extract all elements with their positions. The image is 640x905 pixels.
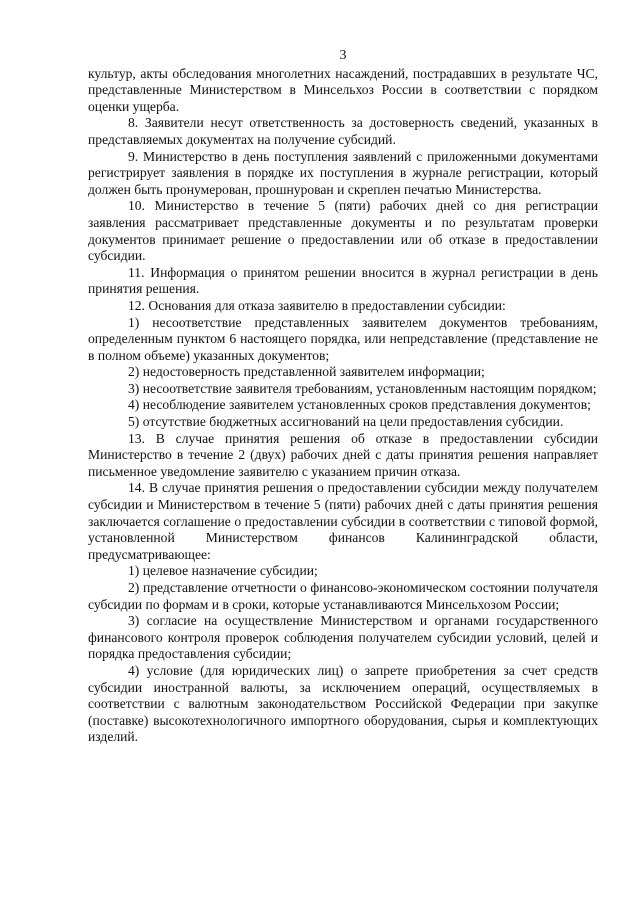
- paragraph-11: 11. Информация о принятом решении вносится в журнал регистрации в день принятия решения.: [88, 264, 598, 297]
- paragraph-continuation: культур, акты обследования многолетних насаждений, пострадавших в результате ЧС, представленные Министерством в Минсельхоз России в соответствии с порядком оценки ущерба.: [88, 65, 598, 114]
- paragraph-14: 14. В случае принятия решения о предоставлении субсидии между получателем субсидии и Министерством в течение 5 (пяти) рабочих дней с даты принятия решения заключается соглашение о предоставлении субсидии в соответствии с типовой формой, установленной Министерством финансов Калининградской области, предусматривающее:: [88, 480, 598, 562]
- paragraph-12: 12. Основания для отказа заявителю в предоставлении субсидии:: [128, 297, 506, 313]
- paragraph-10: 10. Министерство в течение 5 (пяти) рабочих дней со дня регистрации заявления рассматривает представленные документы и по результатам проверки документов принимает решение о предоставлении или об отказе в предоставлении субсидии.: [88, 198, 598, 264]
- paragraph-13: 13. В случае принятия решения об отказе в предоставлении субсидии Министерство в течение 2 (двух) рабочих дней с даты принятия решения направляет письменное уведомление заявителю с указанием причин отказа.: [88, 430, 598, 479]
- paragraph-12-item-2: 2) недостоверность представленной заявителем информации;: [128, 364, 485, 380]
- paragraph-12-item-5: 5) отсутствие бюджетных ассигнований на цели предоставления субсидии.: [128, 414, 564, 430]
- paragraph-14-item-4: 4) условие (для юридических лиц) о запрете приобретения за счет средств субсидии иностранной валюты, за исключением операций, осуществляемых в соответствии с валютным законодательством Российской Федерации при закупке (поставке) высокотехнологичного импортного оборудования, сырья и комплектующих изделий.: [88, 662, 598, 745]
- paragraph-14-item-1: 1) целевое назначение субсидии;: [128, 563, 318, 579]
- paragraph-9: 9. Министерство в день поступления заявлений с приложенными документами регистрирует заявления в порядке их поступления в журнале регистрации, который должен быть пронумерован, прошнурован и скреплен печатью Министерства.: [88, 148, 598, 197]
- document-body: [88, 66, 598, 746]
- page-number: 3: [339, 48, 347, 63]
- paragraph-12-item-1: 1) несоответствие представленных заявителем документов требованиям, определенным пунктом 6 настоящего порядка, или непредставление (представление не в полном объеме) указанных документов;: [88, 314, 598, 363]
- paragraph-14-item-3: 3) согласие на осуществление Министерством и органами государственного финансового контроля проверок соблюдения получателем субсидии условий, целей и порядка предоставления субсидии;: [88, 613, 598, 662]
- paragraph-8: 8. Заявители несут ответственность за достоверность сведений, указанных в представляемых документах на получение субсидий.: [88, 115, 598, 147]
- paragraph-12-item-3: 3) несоответствие заявителя требованиям, установленным настоящим порядком;: [128, 380, 597, 396]
- paragraph-12-item-4: 4) несоблюдение заявителем установленных сроков представления документов;: [128, 397, 591, 413]
- paragraph-14-item-2: 2) представление отчетности о финансово-экономическом состоянии получателя субсидии по формам и в сроки, которые устанавливаются Минсельхозом России;: [88, 580, 598, 612]
